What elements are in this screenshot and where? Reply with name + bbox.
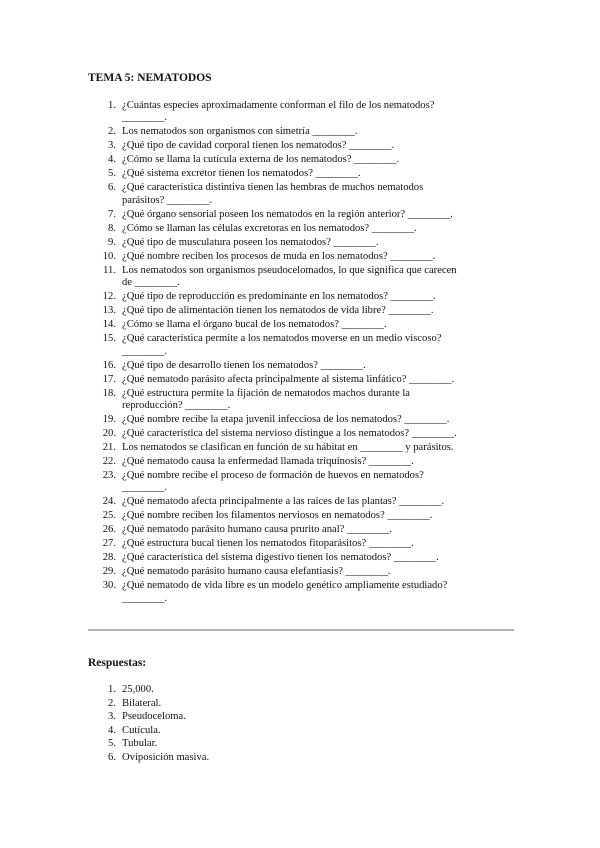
question-item xyxy=(88,333,508,358)
question-item-number: 21. xyxy=(102,442,116,454)
question-item-number: 9. xyxy=(108,236,116,248)
question-item-text: Los nematodos se clasifican en función de su hábitat en ________ y parásitos. xyxy=(122,442,454,454)
question-item-number: 10. xyxy=(102,250,116,262)
answer-list xyxy=(88,684,388,765)
question-item-text: ¿Qué estructura permite la fijación de nematodos machos durante la xyxy=(122,387,410,399)
question-item xyxy=(88,388,508,413)
question-item-text: ¿Qué característica del sistema nervioso distingue a los nematodos? ________. xyxy=(122,428,457,440)
question-item-text-continuation: ________. xyxy=(122,112,168,124)
answer-item-number: 6. xyxy=(108,751,116,763)
question-item-text: ¿Cómo se llama la cutícula externa de los nematodos? ________. xyxy=(122,154,400,166)
question-item xyxy=(88,360,508,372)
answer-item xyxy=(88,711,388,723)
question-item xyxy=(88,496,508,508)
question-item-text-continuation: ________. xyxy=(122,345,168,357)
question-item-text: ¿Qué tipo de desarrollo tienen los nematodos? ________. xyxy=(122,359,366,371)
answer-item xyxy=(88,738,388,750)
question-item-text-continuation: parásitos? ________. xyxy=(122,194,213,206)
question-item-number: 25. xyxy=(102,510,116,522)
question-list xyxy=(88,100,508,607)
question-item-number: 15. xyxy=(102,333,116,345)
question-item-text: ¿Qué característica permite a los nematodos moverse en un medio viscoso? xyxy=(122,333,442,345)
question-item xyxy=(88,566,508,578)
question-item-number: 19. xyxy=(102,414,116,426)
answer-item-number: 1. xyxy=(108,684,116,695)
question-item-number: 22. xyxy=(102,456,116,468)
question-item-text: ¿Qué nombre recibe el proceso de formación de huevos en nematodos? xyxy=(122,470,424,482)
answer-item-number: 4. xyxy=(108,724,116,736)
question-item xyxy=(88,374,508,386)
page-title: TEMA 5: NEMATODOS xyxy=(88,72,212,84)
answer-item-text: Oviposición masiva. xyxy=(122,751,210,763)
answer-item xyxy=(88,698,388,710)
question-item xyxy=(88,552,508,564)
answer-item xyxy=(88,725,388,737)
answer-item-number: 2. xyxy=(108,697,116,709)
question-item xyxy=(88,126,508,138)
question-item-text: ¿Qué estructura bucal tienen los nematodos fitoparásitos? ________. xyxy=(122,538,414,550)
question-item-text: ¿Qué nematodo causa la enfermedad llamada triquinosis? ________. xyxy=(122,456,414,468)
question-item-text: ¿Qué tipo de reproducción es predominante en los nematodos? ________. xyxy=(122,291,436,303)
question-item xyxy=(88,209,508,221)
question-item xyxy=(88,428,508,440)
question-item xyxy=(88,237,508,249)
question-item-text: ¿Qué tipo de cavidad corporal tienen los nematodos? ________. xyxy=(122,140,395,152)
question-item-text-continuation: ________. xyxy=(122,592,168,604)
question-item-text: ¿Cómo se llaman las células excretoras en los nematodos? ________. xyxy=(122,222,417,234)
question-item-text: Los nematodos son organismos con simetría ________. xyxy=(122,126,358,138)
question-item xyxy=(88,538,508,550)
answer-item xyxy=(88,684,388,696)
question-item-number: 27. xyxy=(102,538,116,550)
question-item-number: 3. xyxy=(108,140,116,152)
question-item-text: ¿Qué nematodo parásito afecta principalmente al sistema linfático? ________. xyxy=(122,373,455,385)
question-item xyxy=(88,100,508,125)
answer-item-text: Cutícula. xyxy=(122,724,161,736)
question-item-text: Los nematodos son organismos pseudocelomados, lo que significa que carecen xyxy=(122,264,457,276)
question-item xyxy=(88,580,508,605)
answer-item xyxy=(88,752,388,764)
question-item-number: 11. xyxy=(103,264,116,276)
answer-item-text: Tubular. xyxy=(122,738,158,749)
section-divider xyxy=(88,629,514,631)
question-item-text: ¿Qué nematodo de vida libre es un modelo genético ampliamente estudiado? xyxy=(122,580,448,592)
question-item xyxy=(88,305,508,317)
question-item-number: 12. xyxy=(102,291,116,303)
question-item-text-continuation: de ________. xyxy=(122,277,180,289)
question-item-text: ¿Qué sistema excretor tienen los nematodos? ________. xyxy=(122,168,361,180)
question-item-text: ¿Qué característica distintiva tienen las hembras de muchos nematodos xyxy=(122,182,424,194)
question-item-number: 16. xyxy=(102,359,116,371)
question-item-text: ¿Qué órgano sensorial poseen los nematodos en la región anterior? ________. xyxy=(122,208,453,220)
question-item-number: 26. xyxy=(102,524,116,536)
question-item-number: 8. xyxy=(108,222,116,234)
question-item xyxy=(88,524,508,536)
question-item-text: ¿Cómo se llama el órgano bucal de los nematodos? ________. xyxy=(122,319,387,331)
question-item xyxy=(88,154,508,166)
question-item-number: 4. xyxy=(108,154,116,166)
question-item-number: 28. xyxy=(102,552,116,564)
question-item-text: ¿Qué nombre recibe la etapa juvenil infecciosa de los nematodos? ________. xyxy=(122,414,450,426)
question-item-number: 17. xyxy=(102,373,116,385)
answer-item-number: 3. xyxy=(108,711,116,722)
question-item-number: 20. xyxy=(102,428,116,440)
question-item-text: ¿Qué nombre reciben los procesos de muda en los nematodos? ________. xyxy=(122,250,436,262)
question-item xyxy=(88,251,508,263)
answer-item-text: Bilateral. xyxy=(122,697,162,709)
question-item-number: 23. xyxy=(102,470,116,482)
question-item-number: 13. xyxy=(102,305,116,317)
question-item-text: ¿Qué nematodo afecta principalmente a las raíces de las plantas? ________. xyxy=(122,496,445,508)
question-item-number: 24. xyxy=(102,496,116,508)
question-item-text: ¿Qué tipo de alimentación tienen los nematodos de vida libre? ________. xyxy=(122,305,434,317)
question-item xyxy=(88,140,508,152)
question-item-number: 7. xyxy=(108,208,116,220)
question-item-number: 29. xyxy=(102,566,116,578)
question-item-number: 14. xyxy=(102,319,116,331)
question-item-text: ¿Cuántas especies aproximadamente conforman el filo de los nematodos? xyxy=(122,100,435,111)
question-item-number: 18. xyxy=(102,387,116,399)
question-item xyxy=(88,442,508,454)
question-item-text-continuation: ________. xyxy=(122,482,168,494)
question-item xyxy=(88,456,508,468)
question-item-number: 2. xyxy=(108,126,116,138)
answer-item-number: 5. xyxy=(108,738,116,749)
question-item xyxy=(88,319,508,331)
question-item xyxy=(88,470,508,495)
question-item-text: ¿Qué nombre reciben los filamentos nerviosos en nematodos? ________. xyxy=(122,510,433,522)
question-item xyxy=(88,510,508,522)
question-item xyxy=(88,265,508,290)
question-item-text: ¿Qué tipo de musculatura poseen los nematodos? ________. xyxy=(122,236,379,248)
answers-heading: Respuestas: xyxy=(88,657,147,669)
question-item xyxy=(88,182,508,207)
question-item-text-continuation: reproducción? ________. xyxy=(122,400,231,412)
answer-item-text: 25,000. xyxy=(122,684,154,695)
question-item-text: ¿Qué característica del sistema digestivo tienen los nematodos? ________. xyxy=(122,552,439,564)
question-item xyxy=(88,168,508,180)
question-item-number: 6. xyxy=(108,182,116,194)
question-item-text: ¿Qué nematodo parásito humano causa prurito anal? ________. xyxy=(122,524,393,536)
question-item-number: 30. xyxy=(102,580,116,592)
question-item xyxy=(88,223,508,235)
answer-item-text: Pseudoceloma. xyxy=(122,711,186,722)
question-item-text: ¿Qué nematodo parásito humano causa elefantiasis? ________. xyxy=(122,566,391,578)
question-item xyxy=(88,414,508,426)
question-item xyxy=(88,291,508,303)
question-item-number: 5. xyxy=(108,168,116,180)
question-item-number: 1. xyxy=(108,100,116,111)
